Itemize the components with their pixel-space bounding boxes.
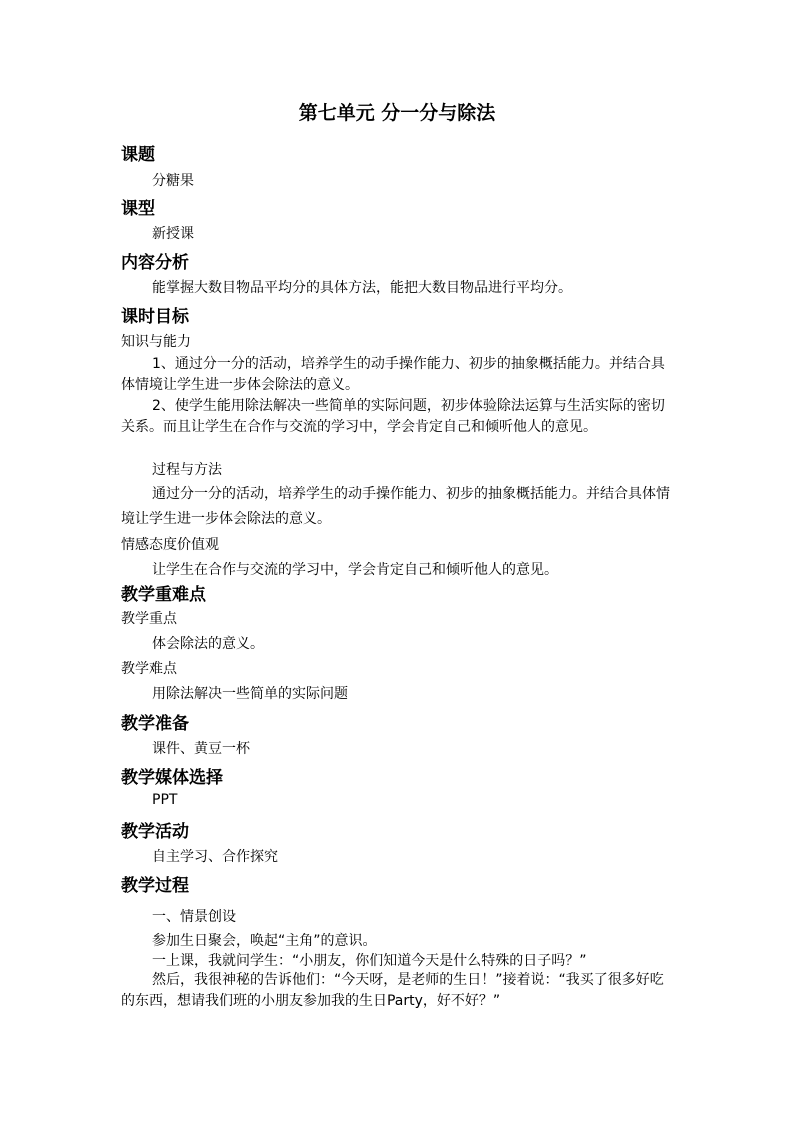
- objective-paragraph-1: 1、通过分一分的活动，培养学生的动手操作能力、初步的抽象概括能力。并结合具体情境让学生进一步体会除法的意义。: [121, 356, 665, 393]
- heading-objectives: 课时目标: [121, 307, 189, 327]
- heading-preparation: 教学准备: [121, 714, 189, 734]
- topic-text: 分糖果: [152, 173, 194, 189]
- difficult-point-text: 用除法解决一些简单的实际问题: [152, 686, 348, 702]
- label-difficult-point: 教学难点: [121, 661, 177, 677]
- heading-key-difficult: 教学重难点: [121, 585, 206, 605]
- label-knowledge-ability: 知识与能力: [121, 334, 191, 350]
- heading-activities: 教学活动: [121, 822, 189, 842]
- process-paragraph-3: 然后，我很神秘的告诉他们：“今天呀，是老师的生日！”接着说：“我买了很多好吃的东西，想请我们班的小朋友参加我的生日Party，好不好？”: [121, 972, 664, 1009]
- document-title: 第七单元 分一分与除法: [298, 102, 496, 124]
- activities-text: 自主学习、合作探究: [152, 849, 278, 865]
- process-step-1: 一、情景创设: [152, 909, 236, 925]
- process-paragraph-2: 一上课，我就问学生：“小朋友，你们知道今天是什么特殊的日子吗？”: [152, 953, 587, 969]
- key-point-text: 体会除法的意义。: [152, 636, 264, 652]
- heading-process: 教学过程: [121, 876, 189, 896]
- preparation-text: 课件、黄豆一杯: [152, 741, 250, 757]
- emotion-values-text: 让学生在合作与交流的学习中，学会肯定自己和倾听他人的意见。: [152, 562, 558, 578]
- media-text: PPT: [152, 792, 178, 808]
- process-method-paragraph: 通过分一分的活动，培养学生的动手操作能力、初步的抽象概括能力。并结合具体情境让学生进一步体会除法的意义。: [121, 486, 670, 527]
- lesson-type-text: 新授课: [152, 226, 194, 242]
- objective-paragraph-2: 2、使学生能用除法解决一些简单的实际问题，初步体验除法运算与生活实际的密切关系。而且让学生在合作与交流的学习中，学会肯定自己和倾听他人的意见。: [121, 398, 665, 435]
- label-key-point: 教学重点: [121, 611, 177, 627]
- content-analysis-text: 能掌握大数目物品平均分的具体方法，能把大数目物品进行平均分。: [152, 280, 572, 296]
- heading-content-analysis: 内容分析: [121, 253, 189, 273]
- heading-media: 教学媒体选择: [121, 768, 223, 788]
- heading-lesson-type: 课型: [121, 199, 155, 219]
- label-process-method: 过程与方法: [152, 462, 222, 478]
- label-emotion-values: 情感态度价值观: [121, 537, 219, 553]
- heading-topic: 课题: [121, 145, 155, 165]
- process-paragraph-1: 参加生日聚会，唤起“主角”的意识。: [152, 933, 377, 949]
